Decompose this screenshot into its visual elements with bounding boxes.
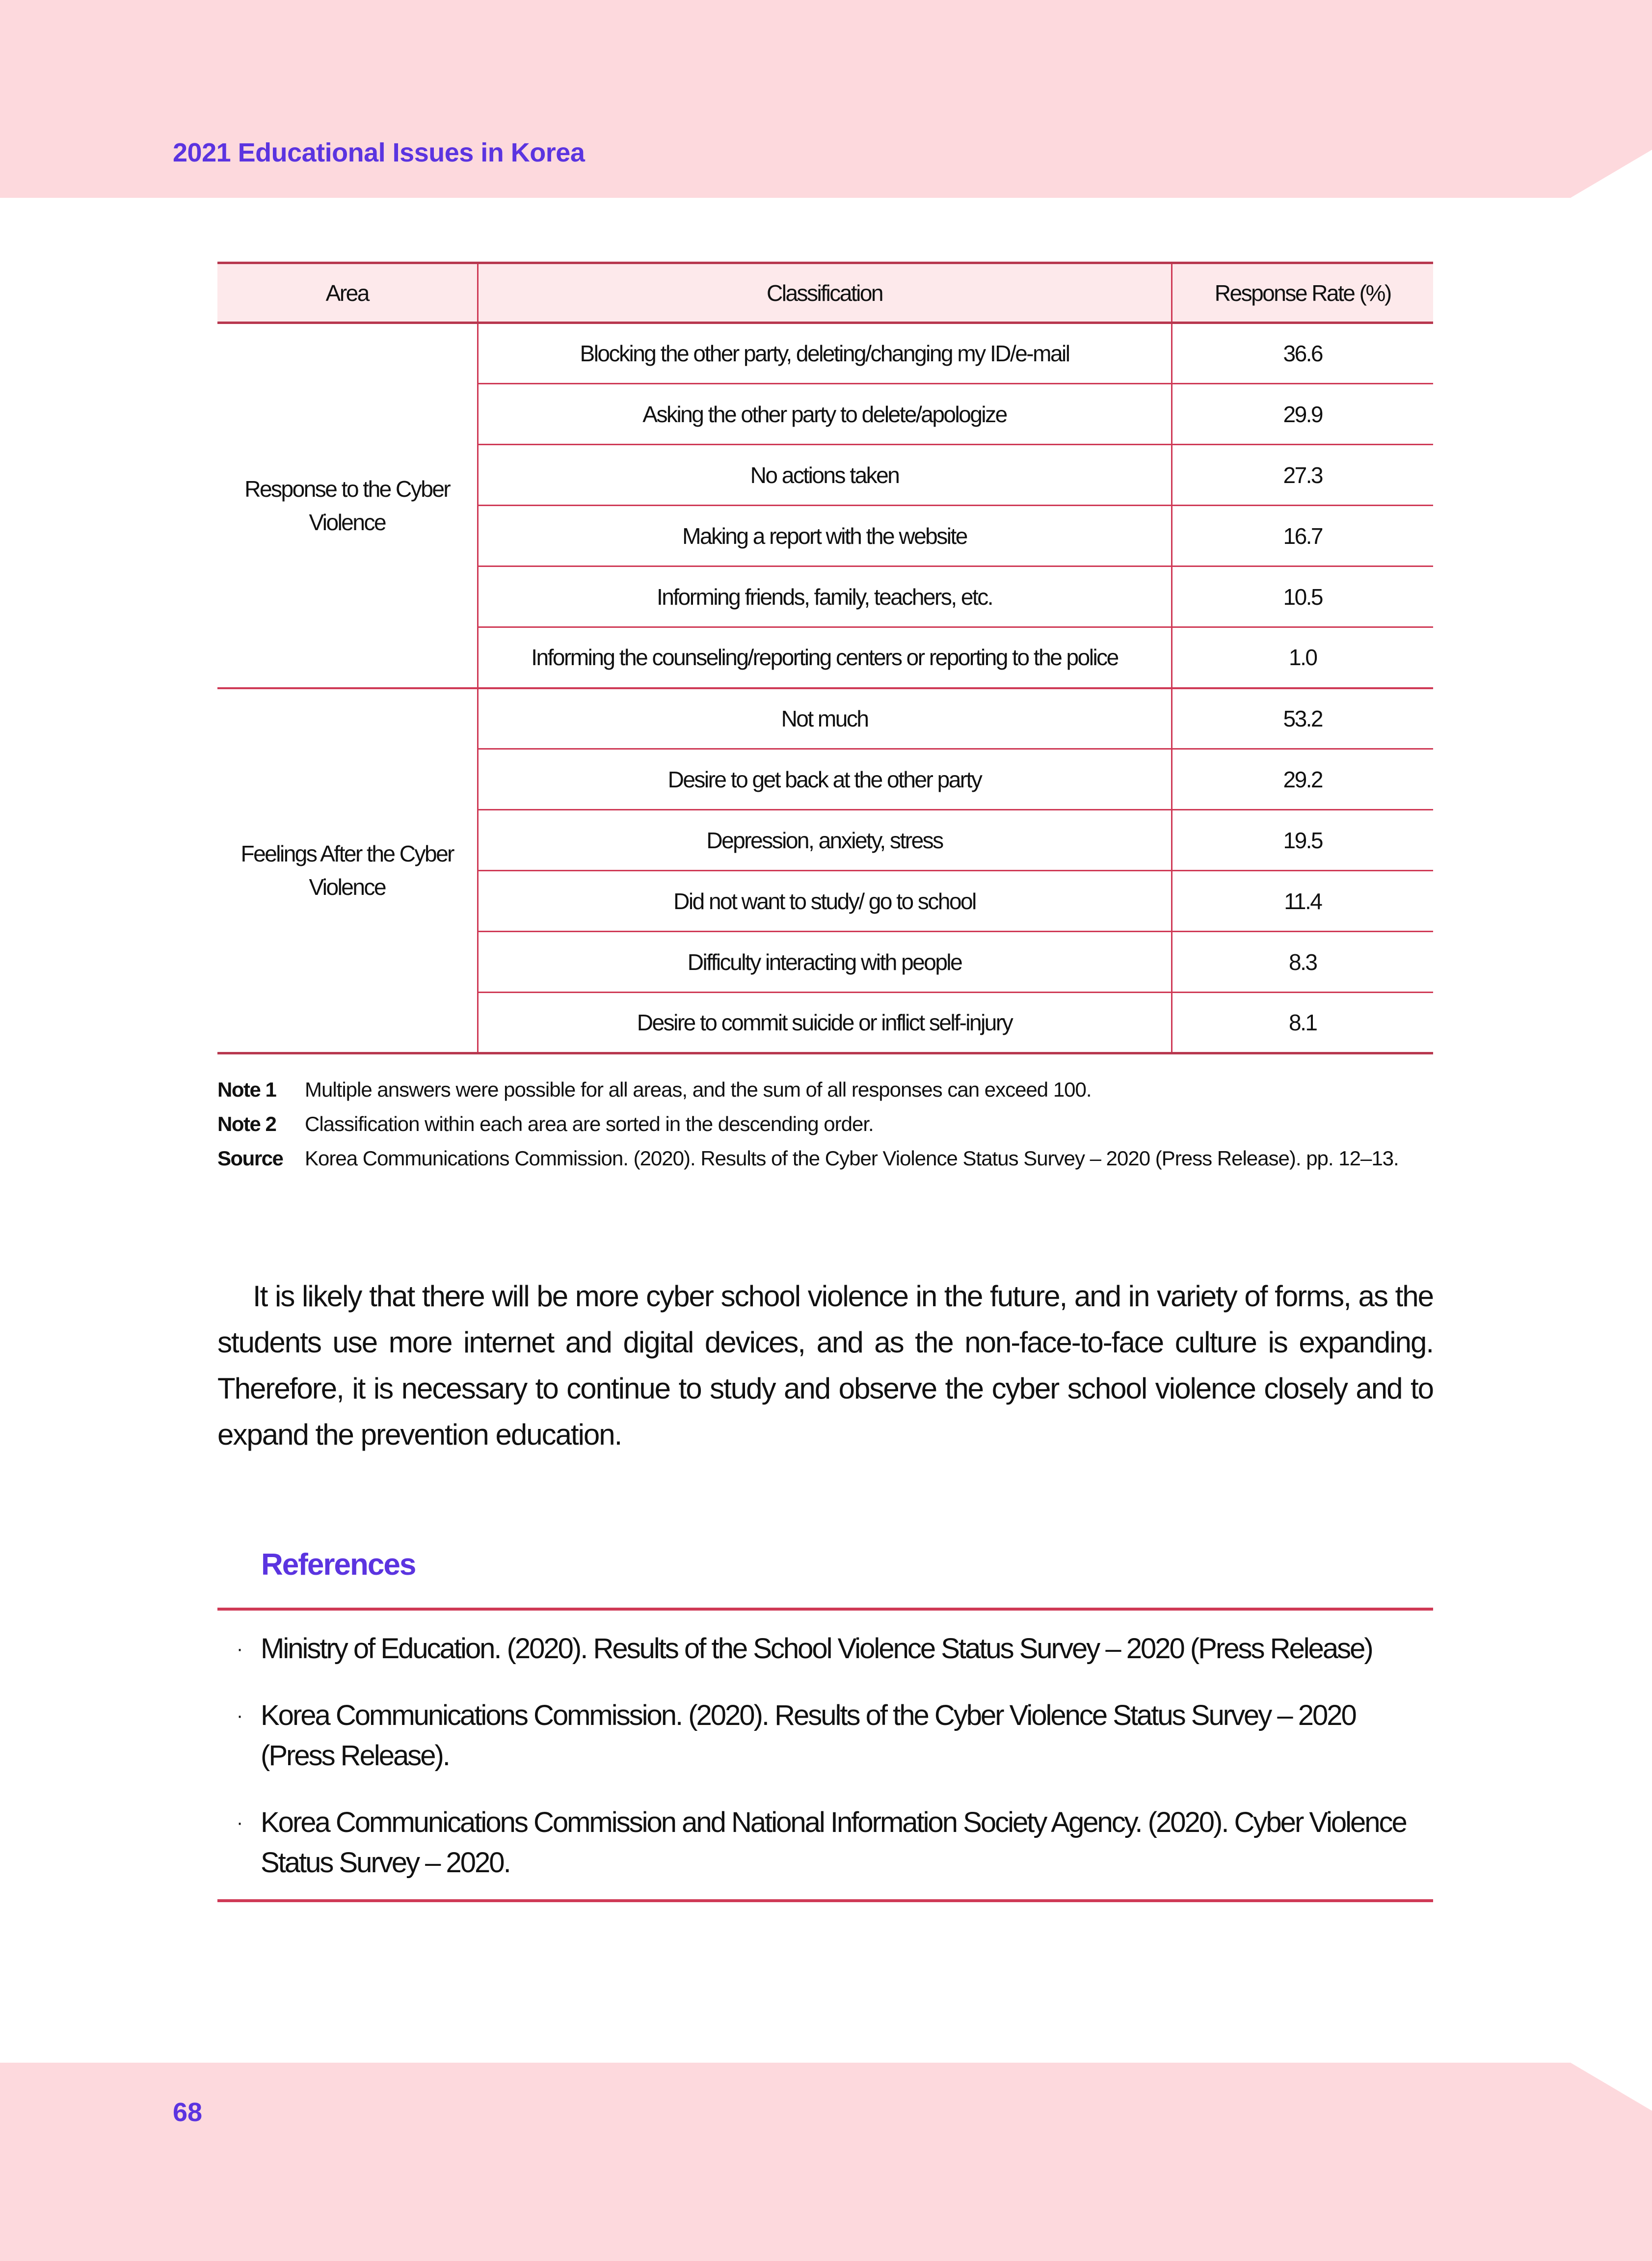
running-title: 2021 Educational Issues in Korea	[173, 138, 585, 167]
column-header-response-rate: Response Rate (%)	[1172, 263, 1433, 323]
header-band	[0, 0, 1652, 198]
reference-item	[217, 1629, 1433, 1669]
classification-cell: Informing the counseling/reporting centers or reporting to the police	[478, 627, 1172, 688]
classification-cell: Making a report with the website	[478, 506, 1172, 566]
source-note	[217, 1141, 1444, 1176]
rate-cell: 53.2	[1172, 688, 1433, 749]
classification-cell: No actions taken	[478, 445, 1172, 506]
rate-cell: 29.2	[1172, 749, 1433, 810]
references-list	[217, 1629, 1433, 1910]
classification-cell: Asking the other party to delete/apologize	[478, 384, 1172, 445]
bullet-icon: ·	[236, 1638, 242, 1660]
table-notes	[217, 1073, 1444, 1176]
rate-cell: 19.5	[1172, 810, 1433, 871]
reference-item	[217, 1696, 1433, 1776]
note-label: Note 2	[217, 1112, 276, 1135]
note-1	[217, 1073, 1444, 1107]
rate-cell: 1.0	[1172, 627, 1433, 688]
column-header-area: Area	[217, 263, 478, 323]
reference-item	[217, 1803, 1433, 1883]
classification-cell: Informing friends, family, teachers, etc.	[478, 566, 1172, 627]
note-2	[217, 1107, 1444, 1141]
note-label: Note 1	[217, 1078, 276, 1101]
footer-band	[0, 2063, 1652, 2261]
rate-cell: 11.4	[1172, 871, 1433, 932]
classification-cell: Desire to get back at the other party	[478, 749, 1172, 810]
area-cell-feelings: Feelings After the Cyber Violence	[217, 688, 478, 1053]
note-text: Multiple answers were possible for all areas, and the sum of all responses can exceed 100.	[305, 1078, 1092, 1101]
rate-cell: 8.3	[1172, 932, 1433, 993]
page-number: 68	[173, 2098, 203, 2127]
rate-cell: 10.5	[1172, 566, 1433, 627]
note-text: Classification within each area are sorted in the descending order.	[305, 1112, 874, 1135]
references-heading: References	[261, 1548, 416, 1582]
column-header-classification: Classification	[478, 263, 1172, 323]
rate-cell: 8.1	[1172, 993, 1433, 1053]
table-header-row	[217, 263, 1433, 323]
classification-cell: Did not want to study/ go to school	[478, 871, 1172, 932]
rate-cell: 29.9	[1172, 384, 1433, 445]
classification-cell: Blocking the other party, deleting/changing my ID/e-mail	[478, 323, 1172, 384]
classification-cell: Depression, anxiety, stress	[478, 810, 1172, 871]
references-bottom-rule	[217, 1899, 1433, 1902]
reference-text: Ministry of Education. (2020). Results of the School Violence Status Survey – 2020 (Press Release)	[261, 1633, 1372, 1665]
reference-text: Korea Communications Commission. (2020). Results of the Cyber Violence Status Survey – 2020 (Press Release).	[261, 1699, 1356, 1772]
table-row	[217, 688, 1433, 749]
classification-cell: Difficulty interacting with people	[478, 932, 1172, 993]
rate-cell: 16.7	[1172, 506, 1433, 566]
body-paragraph: It is likely that there will be more cyber school violence in the future, and in variety of forms, as the students use more internet and digital devices, and as the non-face-to-face culture is expanding. Therefore, it is necessary to continue to study and observe the cyber school violence closely and to expand the prevention education.	[217, 1280, 1433, 1451]
note-text: Korea Communications Commission. (2020). Results of the Cyber Violence Status Survey – 2020 (Press Release). pp. 12–13.	[305, 1147, 1399, 1170]
bullet-icon: ·	[236, 1812, 242, 1833]
area-cell-response: Response to the Cyber Violence	[217, 323, 478, 688]
reference-text: Korea Communications Commission and National Information Society Agency. (2020). Cyber Violence Status Survey – 2020.	[261, 1806, 1406, 1879]
rate-cell: 36.6	[1172, 323, 1433, 384]
table-row	[217, 323, 1433, 384]
bullet-icon: ·	[236, 1705, 242, 1726]
classification-cell: Not much	[478, 688, 1172, 749]
rate-cell: 27.3	[1172, 445, 1433, 506]
classification-cell: Desire to commit suicide or inflict self-injury	[478, 993, 1172, 1053]
cyber-violence-table	[217, 262, 1433, 1054]
note-label: Source	[217, 1147, 283, 1170]
references-top-rule	[217, 1608, 1433, 1611]
